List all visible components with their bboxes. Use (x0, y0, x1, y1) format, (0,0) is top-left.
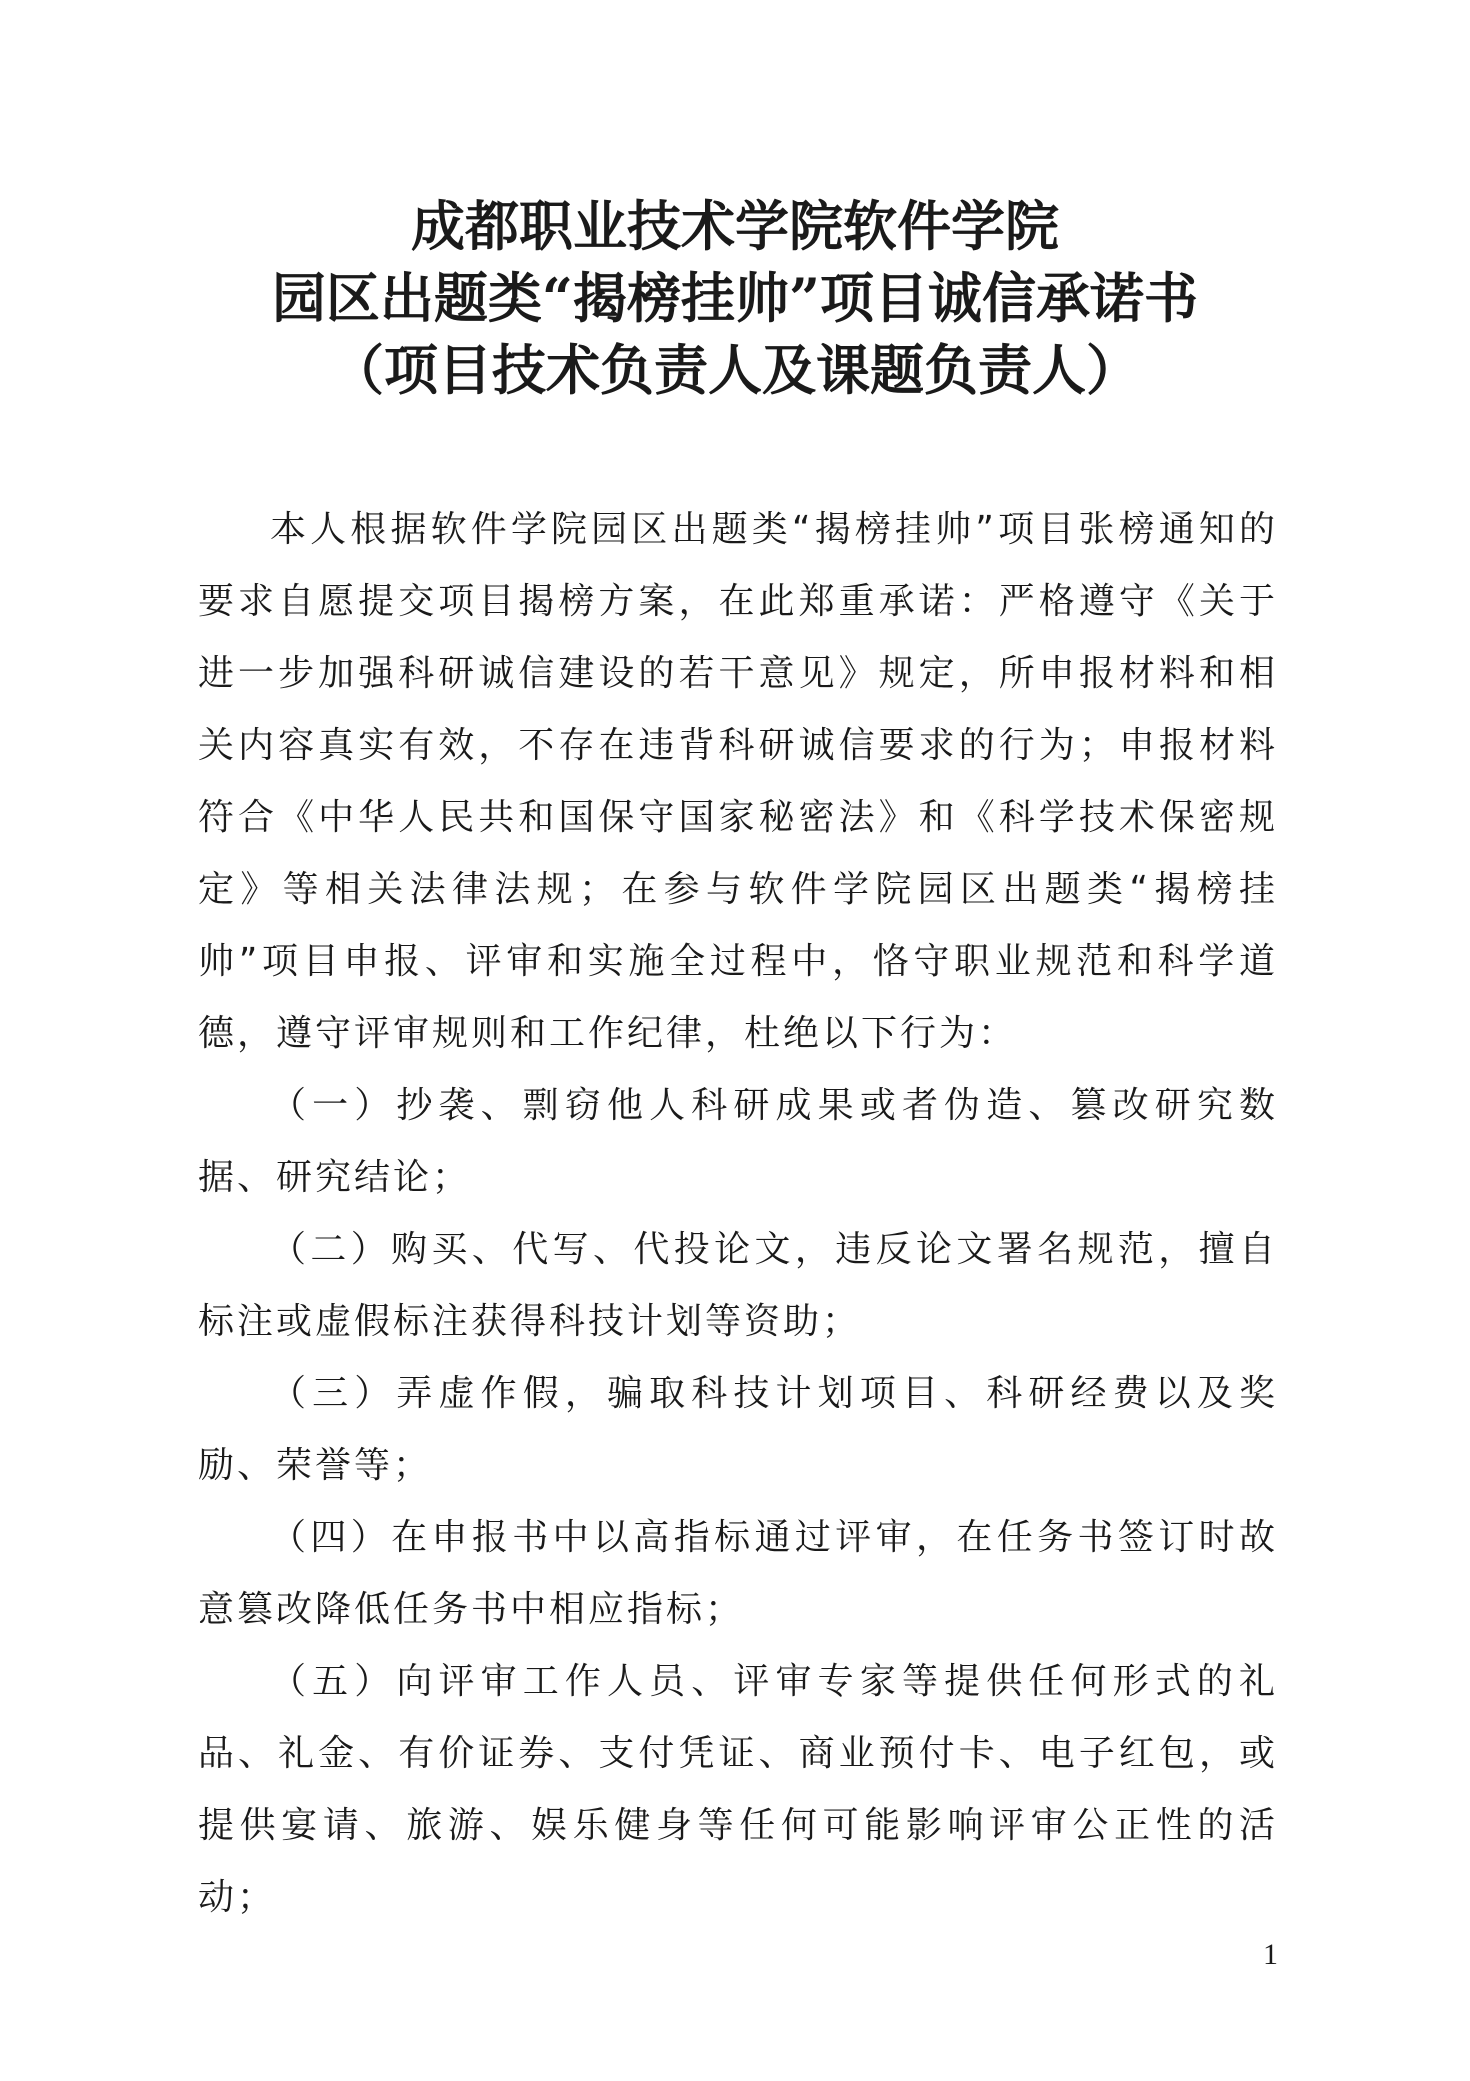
page-number: 1 (1263, 1938, 1278, 1971)
title-line-role: （项目技术负责人及课题负责人） (330, 338, 1140, 402)
paragraph-item-3: （三）弄虚作假，骗取科技计划项目、科研经费以及奖励、荣誉等； (198, 1373, 1278, 1486)
title-line-institution: 成都职业技术学院软件学院 (411, 194, 1059, 258)
document-title (0, 190, 1470, 406)
document-body (198, 494, 1278, 1934)
paragraph-item-5: （五）向评审工作人员、评审专家等提供任何形式的礼品、礼金、有价证券、支付凭证、商业预付卡、电子红包，或提供宴请、旅游、娱乐健身等任何可能影响评审公正性的活动； (198, 1661, 1278, 1918)
paragraph-item-2: （二）购买、代写、代投论文，违反论文署名规范，擅自标注或虚假标注获得科技计划等资助； (198, 1229, 1278, 1342)
paragraph-item-1: （一）抄袭、剽窃他人科研成果或者伪造、篡改研究数据、研究结论； (198, 1085, 1278, 1198)
paragraph-commitment: 本人根据软件学院园区出题类“揭榜挂帅”项目张榜通知的要求自愿提交项目揭榜方案，在此郑重承诺：严格遵守《关于进一步加强科研诚信建设的若干意见》规定，所申报材料和相关内容真实有效，不存在违背科研诚信要求的行为；申报材料符合《中华人民共和国保守国家秘密法》和《科学技术保密规定》等相关法律法规；在参与软件学院园区出题类“揭榜挂帅”项目申报、评审和实施全过程中，恪守职业规范和科学道德，遵守评审规则和工作纪律，杜绝以下行为： (198, 509, 1278, 1054)
paragraph-item-4: （四）在申报书中以高指标通过评审，在任务书签订时故意篡改降低任务书中相应指标； (198, 1517, 1278, 1630)
title-line-subject: 园区出题类“揭榜挂帅”项目诚信承诺书 (271, 266, 1199, 330)
